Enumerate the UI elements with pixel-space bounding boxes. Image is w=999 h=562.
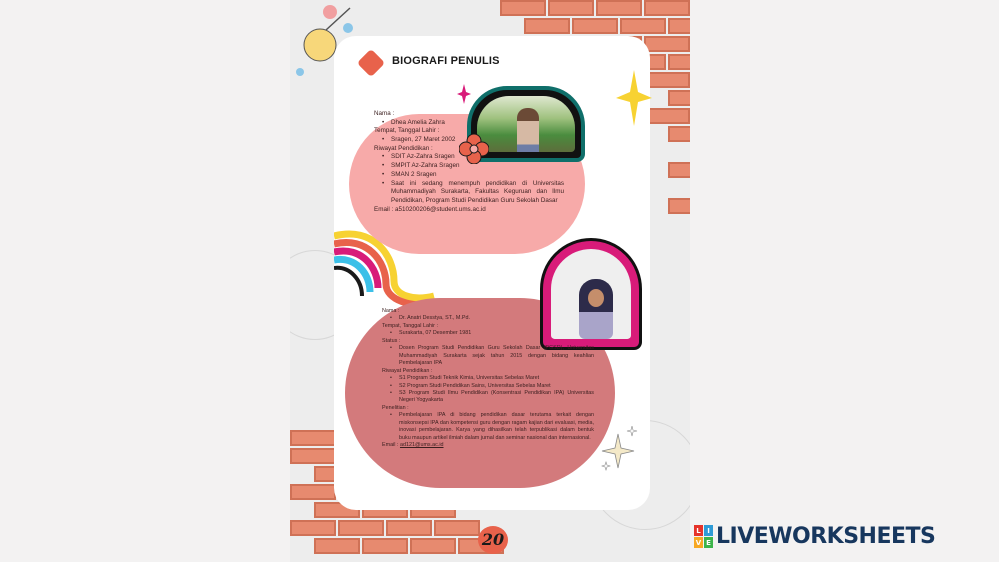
author1-education-label: Riwayat Pendidikan : (374, 144, 433, 152)
logo-letter: E (704, 537, 713, 548)
silver-sparkle-icon (600, 426, 640, 472)
author1-name: • Dhea Amelia Zahra (382, 119, 564, 128)
author2-email-line (382, 442, 594, 449)
author1-info (374, 110, 564, 214)
author2-name-label: Nama : (382, 308, 400, 314)
brand-name: LIVEWORKSHEETS (716, 524, 936, 549)
author1-education-item: • SMAN 2 Sragen (382, 171, 564, 180)
author2-face (588, 289, 604, 307)
logo-letter: I (704, 525, 713, 536)
author2-education-label: Riwayat Pendidikan : (382, 367, 433, 374)
author2-info (382, 308, 594, 450)
author2-research-label: Penelitian : (382, 404, 409, 411)
author1-name-label: Nama : (374, 110, 395, 117)
author1-education-item: • SMPIT Az-Zahra Sragen (382, 162, 564, 171)
author2-name: • Dr. Anatri Desstya, ST., M.Pd. (390, 315, 594, 322)
logo-letter: V (695, 538, 702, 547)
logo-letter: L (694, 525, 703, 536)
author2-birth-label: Tempat, Tanggal Lahir : (382, 322, 438, 329)
yellow-star-icon (616, 70, 652, 126)
author2-status: • Dosen Program Studi Pendidikan Guru Sekolah Dasar (PGSD), Universitas Muhammadiyah Surakarta sejak tahun 2015 dengan bidang keahlian Pembelajaran IPA (390, 345, 594, 367)
author2-email-prefix: Email : (382, 442, 400, 449)
author1-education-item: • SDIT Az-Zahra Sragen (382, 153, 564, 162)
author2-status-label: Status : (382, 337, 401, 344)
pink-sparkle-icon (457, 84, 471, 104)
liveworksheets-brand[interactable] (694, 524, 935, 549)
author2-education-item: • S1 Program Studi Teknik Kimia, Universitas Sebelas Maret (390, 375, 594, 382)
liveworksheets-logo-icon (694, 525, 713, 548)
author2-birth: • Surakarta, 07 Desember 1981 (390, 330, 594, 337)
author1-birth-label: Tempat, Tanggal Lahir : (374, 127, 440, 135)
page-number: 20 (478, 526, 508, 554)
author1-education-item: • Saat ini sedang menempuh pendidikan di Universitas Muhammadiyah Surakarta, Fakultas Keguruan dan Ilmu Pendidikan, Program Studi Pendidikan Guru Sekolah Dasar (382, 180, 564, 206)
worksheet-page (290, 0, 690, 562)
author2-research: • Pembelajaran IPA di bidang pendidikan dasar terutama terkait dengan miskonsepsi IPA dan kompetensi guru dengan ragam kajian dari evaluasi, media, inovasi pembelajaran. Karya yang dihasilkan telah terpublikasi dalam bentuk buku maupun artikel ilmiah dalam jurnal dan seminar nasional dan internasional. (390, 412, 594, 442)
author2-education-item: • S3 Program Studi Ilmu Pendidikan (Konsentrasi Pendidikan IPA) Universitas Negeri Yogyakarta (390, 390, 594, 405)
page-title: BIOGRAFI PENULIS (392, 55, 500, 67)
title-diamond-icon (357, 49, 385, 77)
author1-email: Email : a510200206@student.ums.ac.id (374, 205, 486, 213)
author1-birth: • Sragen, 27 Maret 2002 (382, 136, 564, 145)
author2-education-item: • S2 Program Studi Pendidikan Sains, Universitas Sebelas Maret (390, 383, 594, 390)
author2-email-link[interactable]: ad121@ums.ac.id (399, 442, 444, 449)
biography-card (334, 36, 650, 510)
